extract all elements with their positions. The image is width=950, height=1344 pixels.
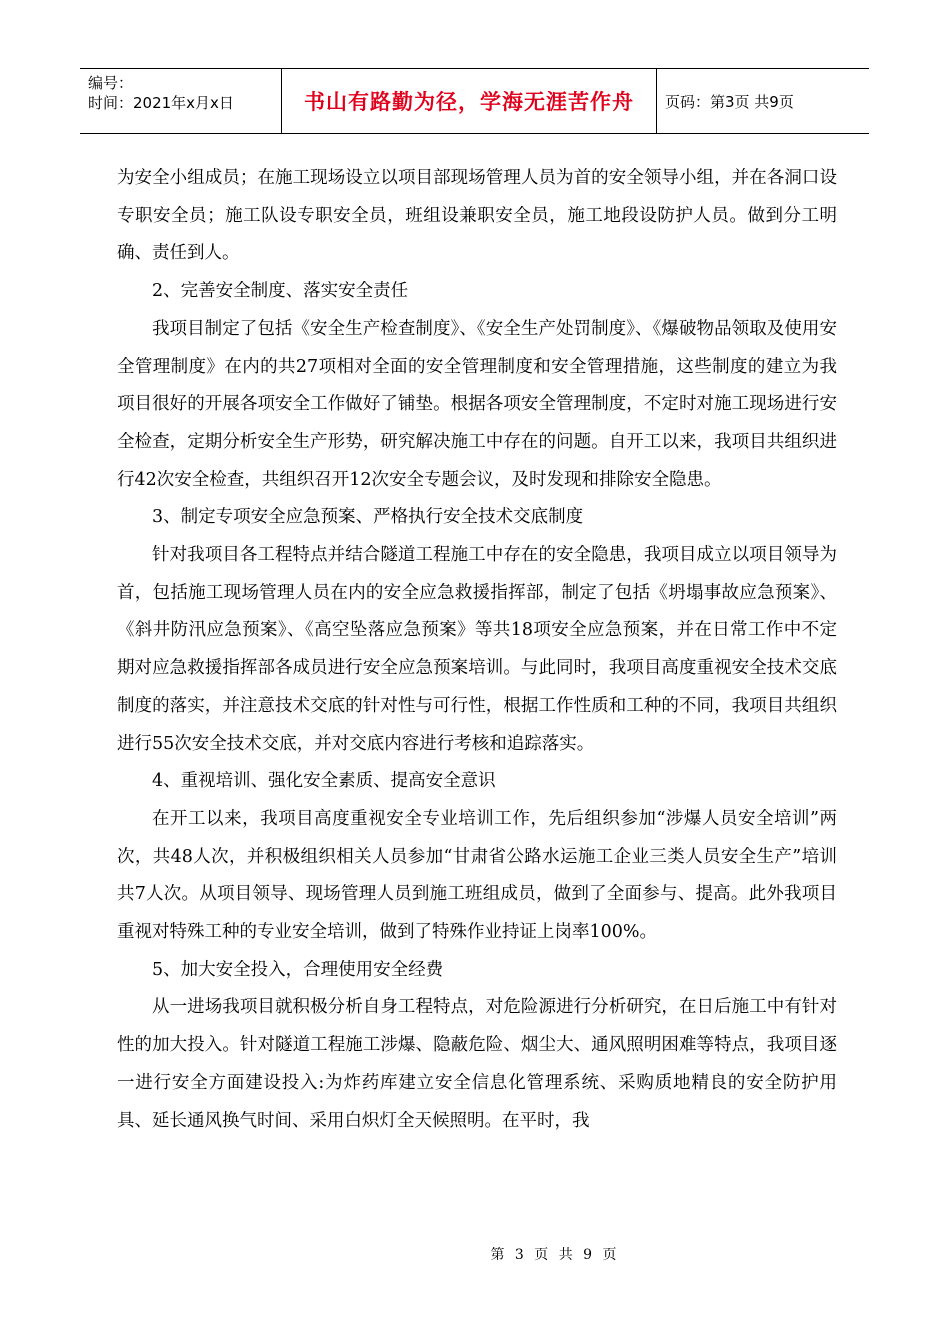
section-heading: 4、重视培训、强化安全素质、提高安全意识 <box>152 771 496 792</box>
page-footer <box>0 1244 950 1264</box>
header-meta <box>80 69 282 133</box>
document-body <box>117 160 837 1140</box>
body-paragraph: 为安全小组成员；在施工现场设立以项目部现场管理人员为首的安全领导小组，并在各洞口设专职安全员；施工队设专职安全员，班组设兼职安全员，施工地段设防护人员。做到分工明确、责任到人。 <box>117 168 837 264</box>
body-paragraph: 针对我项目各工程特点并结合隧道工程施工中存在的安全隐患，我项目成立以项目领导为首，包括施工现场管理人员在内的安全应急救援指挥部，制定了包括《坍塌事故应急预案》、《斜井防汛应急预案》、《高空坠落应急预案》等共18项安全应急预案，并在日常工作中不定期对应急救援指挥部各成员进行安全应急预案培训。与此同时，我项目高度重视安全技术交底制度的落实，并注意技术交底的针对性与可行性，根据工作性质和工种的不同，我项目共组织进行55次安全技术交底，并对交底内容进行考核和追踪落实。 <box>117 545 837 754</box>
header-motto: 书山有路勤为径，学海无涯苦作舟 <box>282 69 657 133</box>
section-heading: 3、制定专项安全应急预案、严格执行安全技术交底制度 <box>152 507 584 528</box>
body-paragraph: 从一进场我项目就积极分析自身工程特点，对危险源进行分析研究，在日后施工中有针对性的加大投入。针对隧道工程施工涉爆、隐蔽危险、烟尘大、通风照明困难等特点，我项目逐一进行安全方面建设投入:为炸药库建立安全信息化管理系统、采购质地精良的安全防护用具、延长通风换气时间、采用白炽灯全天候照明。在平时，我 <box>117 997 837 1131</box>
document-header <box>80 68 869 134</box>
header-time-label: 时间：2021年x月x日 <box>88 94 234 112</box>
header-number-label: 编号： <box>88 74 134 92</box>
body-paragraph: 在开工以来，我项目高度重视安全专业培训工作，先后组织参加“涉爆人员安全培训”两次，共48人次，并积极组织相关人员参加“甘肃省公路水运施工企业三类人员安全生产”培训共7人次。从项目领导、现场管理人员到施工班组成员，做到了全面参与、提高。此外我项目重视对特殊工种的专业安全培训，做到了特殊作业持证上岗率100%。 <box>117 808 837 943</box>
footer-page-number: 第 3 页 共 9 页 <box>490 1247 620 1263</box>
header-page-code: 页码：第3页 共9页 <box>665 92 794 111</box>
section-heading: 2、完善安全制度、落实安全责任 <box>152 281 409 302</box>
body-paragraph: 我项目制定了包括《安全生产检查制度》、《安全生产处罚制度》、《爆破物品领取及使用安全管理制度》在内的共27项相对全面的安全管理制度和安全管理措施，这些制度的建立为我项目很好的开展各项安全工作做好了铺垫。根据各项安全管理制度，不定时对施工现场进行安全检查，定期分析安全生产形势，研究解决施工中存在的问题。自开工以来，我项目共组织进行42次安全检查，共组织召开12次安全专题会议，及时发现和排除安全隐患。 <box>117 318 837 490</box>
section-heading: 5、加大安全投入，合理使用安全经费 <box>152 959 444 980</box>
